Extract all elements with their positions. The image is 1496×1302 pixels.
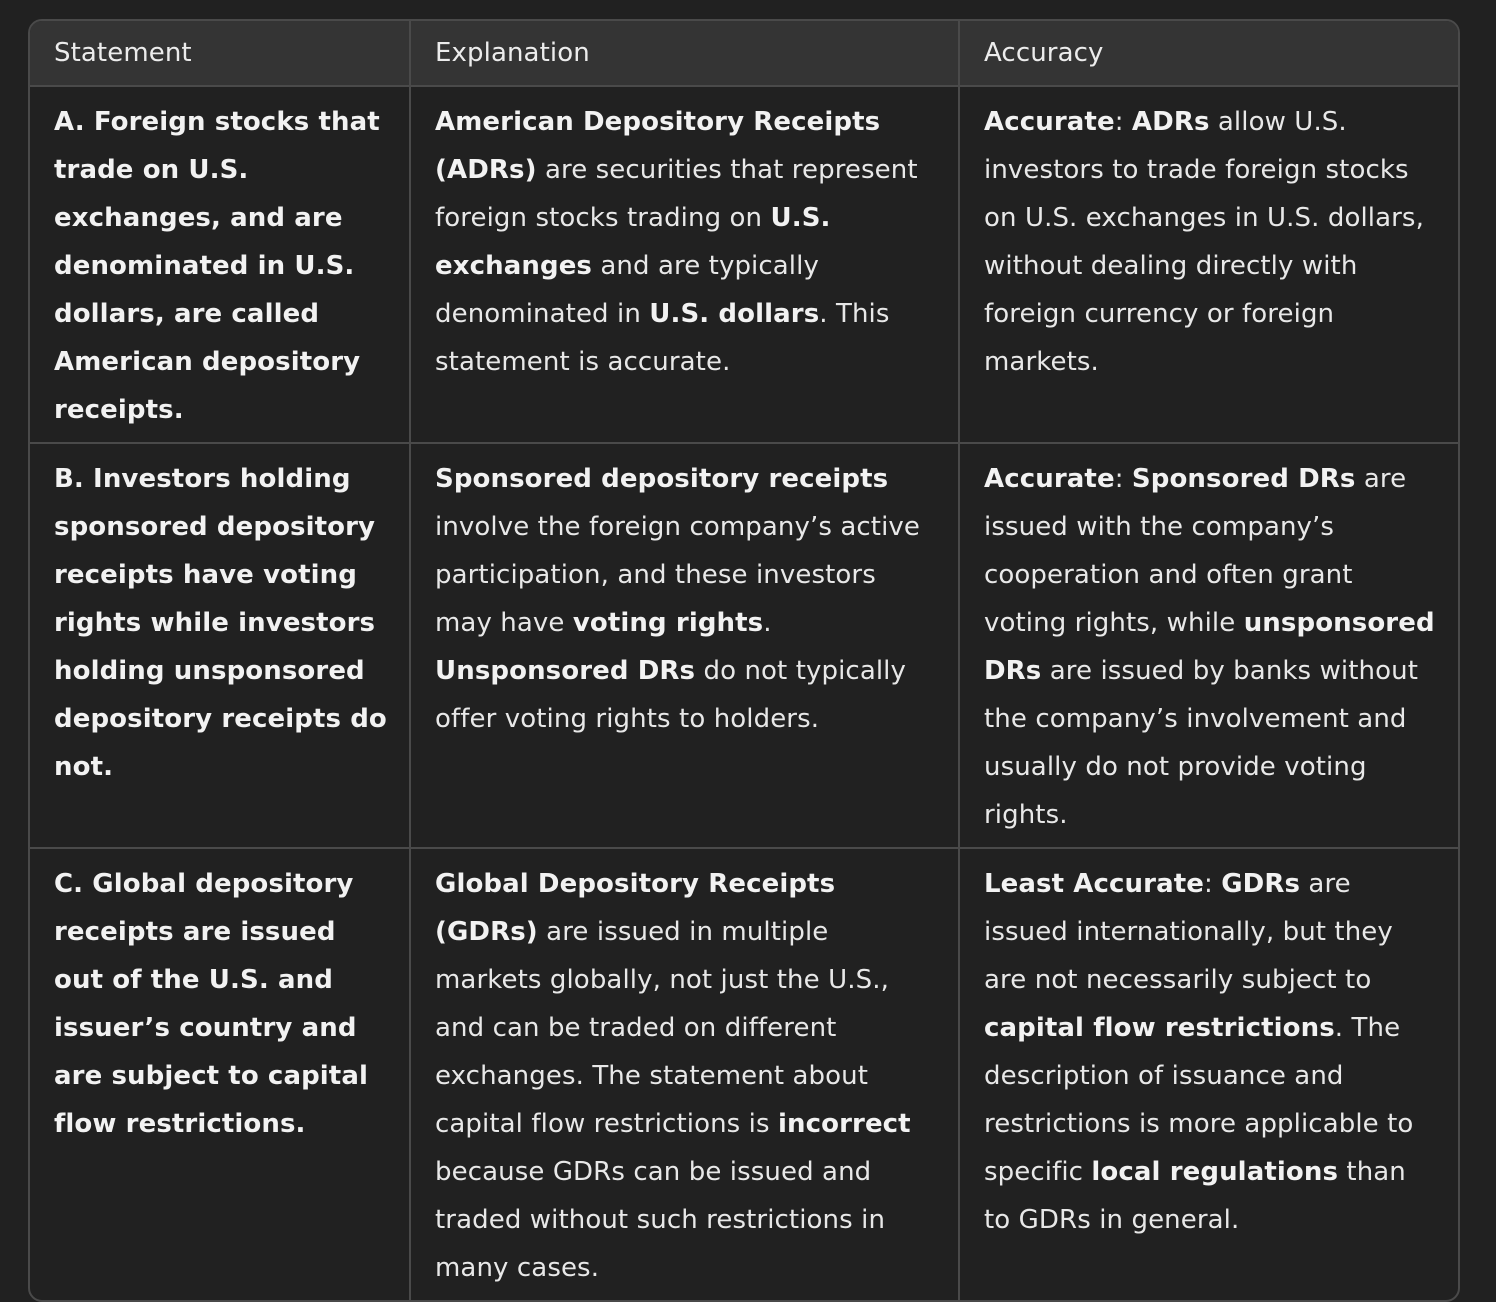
plain-text: are issued with the company’s cooperation and often grant voting rights, while — [984, 464, 1407, 638]
plain-text: are issued internationally, but they are not necessarily subject to — [984, 869, 1393, 995]
plain-text: are issued by banks without the company’s involvement and usually do not provide voting rights. — [984, 656, 1419, 830]
header-statement: Statement — [30, 21, 410, 86]
header-accuracy: Accuracy — [959, 21, 1458, 86]
bold-text: ADRs — [1131, 107, 1210, 137]
statement-cell-b: B. Investors holding sponsored depository receipts have voting rights while investors holding unsponsored depository receipts do not. — [30, 443, 410, 848]
table-row — [30, 86, 1458, 443]
plain-text: allow U.S. investors to trade foreign stocks on U.S. exchanges in U.S. dollars, without dealing directly with foreign currency or foreign markets. — [984, 107, 1424, 377]
plain-text: : — [1204, 869, 1222, 899]
plain-text: and are typically denominated in — [435, 251, 819, 329]
table-body — [30, 86, 1458, 1300]
header-explanation: Explanation — [410, 21, 959, 86]
bold-text: voting rights — [572, 608, 764, 638]
bold-text: Global Depository Receipts (GDRs) — [435, 869, 836, 947]
comparison-table — [30, 21, 1458, 1300]
plain-text: : — [1114, 464, 1132, 494]
header-row — [30, 21, 1458, 86]
accuracy-verdict: Least Accurate — [984, 869, 1204, 899]
bold-text: Sponsored DRs — [1131, 464, 1356, 494]
bold-text: local regulations — [1091, 1157, 1339, 1187]
table-row — [30, 443, 1458, 848]
plain-text: . This statement is accurate. — [435, 299, 890, 377]
bold-text: unsponsored DRs — [984, 608, 1435, 686]
plain-text: . — [763, 608, 772, 638]
plain-text: do not typically offer voting rights to holders. — [435, 656, 906, 734]
bold-text: Sponsored depository receipts — [435, 464, 889, 494]
plain-text: are issued in multiple markets globally, not just the U.S., and can be traded on different exchanges. The statement about capital flow restrictions is — [435, 917, 889, 1139]
statement-cell-c: C. Global depository receipts are issued out of the U.S. and issuer’s country and are subject to capital flow restrictions. — [30, 848, 410, 1300]
bold-text: capital flow restrictions — [984, 1013, 1335, 1043]
accuracy-verdict: Accurate — [984, 107, 1115, 137]
bold-text: incorrect — [778, 1109, 911, 1139]
bold-text: American Depository Receipts (ADRs) — [435, 107, 881, 185]
table-row — [30, 848, 1458, 1300]
comparison-table-container — [28, 19, 1460, 1302]
plain-text: : — [1114, 107, 1132, 137]
accuracy-cell-a — [959, 86, 1458, 443]
plain-text: because GDRs can be issued and traded without such restrictions in many cases. — [435, 1157, 886, 1283]
table-header — [30, 21, 1458, 86]
plain-text: are securities that represent foreign stocks trading on — [435, 155, 918, 233]
plain-text: than to GDRs in general. — [984, 1157, 1406, 1235]
explanation-cell-c — [410, 848, 959, 1300]
explanation-cell-b — [410, 443, 959, 848]
plain-text: . The description of issuance and restrictions is more applicable to specific — [984, 1013, 1414, 1187]
bold-text: GDRs — [1221, 869, 1301, 899]
bold-text: U.S. dollars — [649, 299, 820, 329]
accuracy-cell-b — [959, 443, 1458, 848]
plain-text: involve the foreign company’s active participation, and these investors may have — [435, 512, 920, 638]
bold-text: U.S. exchanges — [435, 203, 831, 281]
statement-cell-a: A. Foreign stocks that trade on U.S. exchanges, and are denominated in U.S. dollars, are called American depository receipts. — [54, 107, 380, 425]
bold-text: Unsponsored DRs — [435, 656, 696, 686]
accuracy-cell-c — [959, 848, 1458, 1300]
accuracy-verdict: Accurate — [984, 464, 1115, 494]
explanation-cell-a — [410, 86, 959, 443]
